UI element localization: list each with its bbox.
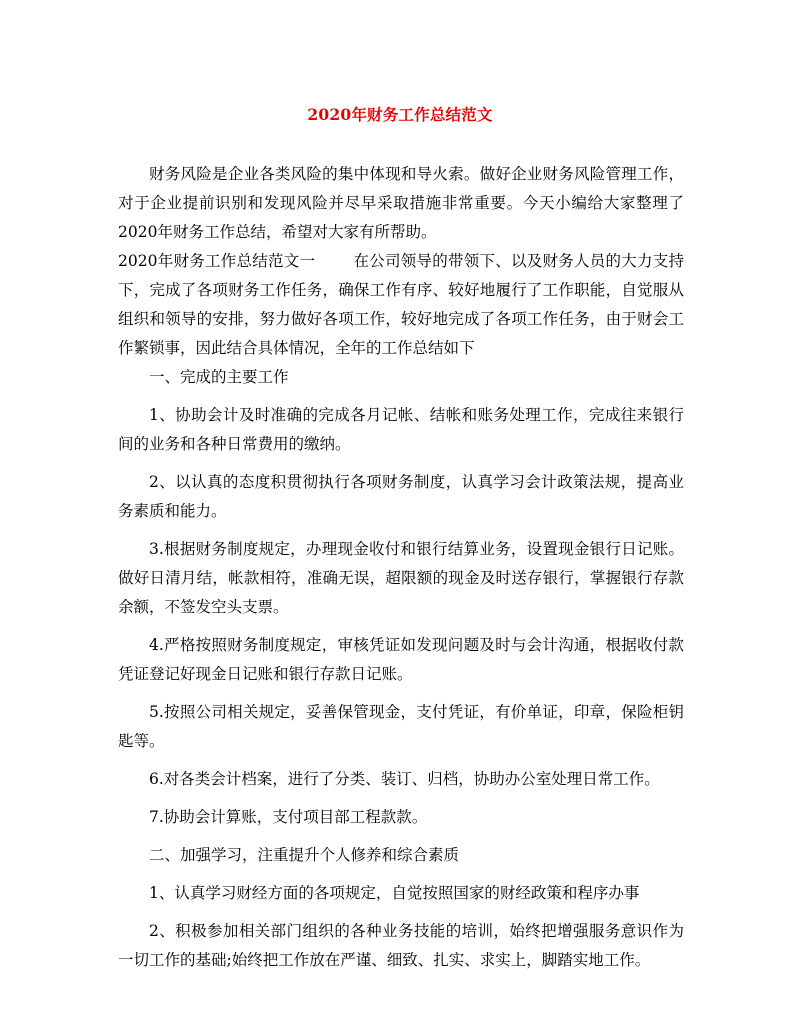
intro-paragraph: 财务风险是企业各类风险的集中体现和导火索。做好企业财务风险管理工作，对于企业提前识别和发现风险并尽早采取措施非常重要。今天小编给大家整理了2020年财务工作总结，希望对大家有所帮助。 xyxy=(118,165,684,241)
part1-item: 2、以认真的态度积贯彻执行各项财务制度，认真学习会计政策法规，提高业务素质和能力。 xyxy=(118,473,684,520)
part1-item: 4.严格按照财务制度规定，审核凭证如发现问题及时与会计沟通，根据收付款凭证登记好现金日记账和银行存款日记账。 xyxy=(118,636,684,683)
document-title: 2020年财务工作总结范文 xyxy=(307,105,493,124)
part2-item: 1、认真学习财经方面的各项规定，自觉按照国家的财经政策和程序办事 xyxy=(149,884,640,902)
part1-item: 3.根据财务制度规定，办理现金收付和银行结算业务，设置现金银行日记账。做好日清月结，帐款相符，准确无误，超限额的现金及时送存银行，掌握银行存款余额，不签发空头支票。 xyxy=(118,540,684,616)
part1-item: 5.按照公司相关规定，妥善保管现金，支付凭证，有价单证，印章，保险柜钥匙等。 xyxy=(118,703,684,750)
section-intro: 在公司领导的带领下、以及财务人员的大力支持下，完成了各项财务工作任务，确保工作有序、较好地履行了工作职能，自觉服从组织和领导的安排，努力做好各项工作，较好地完成了各项工作任务，由于财会工作繁锁事，因此结合具体情况，全年的工作总结如下 xyxy=(118,252,684,357)
part1-item: 6.对各类会计档案，进行了分类、装订、归档，协助办公室处理日常工作。 xyxy=(149,770,660,788)
document-body xyxy=(118,160,684,975)
section-paragraph xyxy=(118,247,684,363)
part1-heading: 一、完成的主要工作 xyxy=(149,368,289,386)
part1-item: 1、协助会计及时准确的完成各月记帐、结帐和账务处理工作，完成往来银行间的业务和各种日常费用的缴纳。 xyxy=(118,406,684,453)
part1-item: 7.协助会计算账，支付项目部工程款款。 xyxy=(149,808,428,826)
part2-heading: 二、加强学习，注重提升个人修养和综合素质 xyxy=(149,846,460,864)
section-heading: 2020年财务工作总结范文一 xyxy=(118,252,316,270)
part2-item: 2、积极参加相关部门组织的各种业务技能的培训，始终把增强服务意识作为一切工作的基础;始终把工作放在严谨、细致、扎实、求实上，脚踏实地工作。 xyxy=(118,922,684,969)
